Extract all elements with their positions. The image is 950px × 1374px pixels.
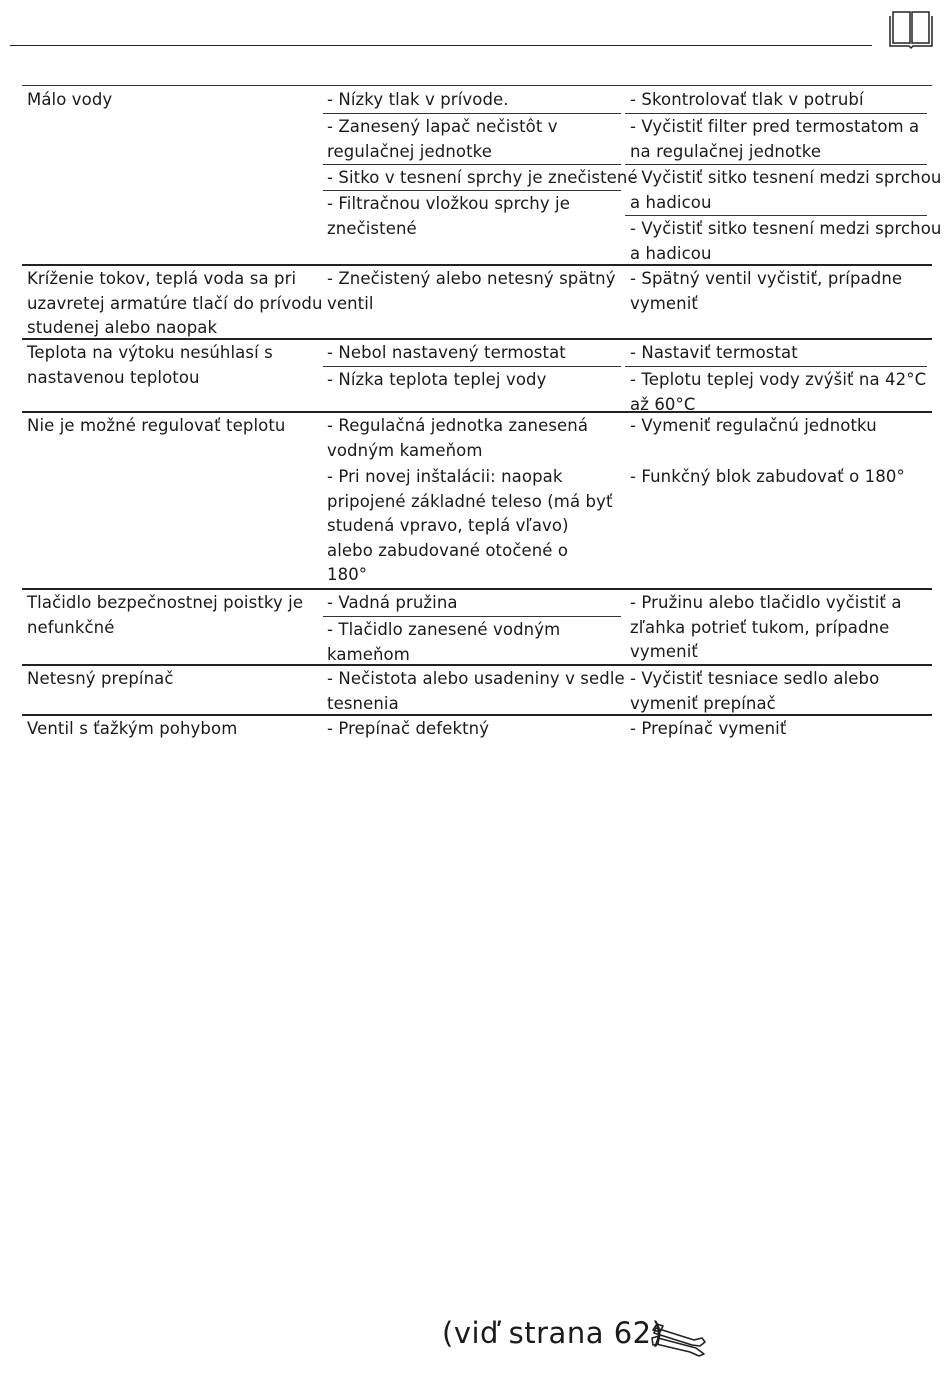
cause-item-line: - Nízky tlak v prívode. [327,90,509,109]
problem-cell-line: Teplota na výtoku nesúhlasí s [27,343,273,362]
row-divider [22,411,932,413]
remedy-item-line: vymeniť [630,293,698,313]
cause-item-line: regulačnej jednotke [327,141,492,161]
cause-item-line: - Regulačná jednotka zanesená [327,416,589,435]
cause-item [327,368,546,393]
problem-cell-line: Málo vody [27,90,113,109]
remedy-item [630,465,905,490]
cause-item [327,115,558,164]
row-divider [22,714,932,716]
problem-cell [27,341,273,390]
remedy-item-line: - Vyčistiť tesniace sedlo alebo [630,669,880,688]
cause-item [327,717,489,742]
cause-item-line: - Tlačidlo zanesené vodným [327,620,561,639]
cause-item-line: 180° [327,565,368,584]
cause-item-line: tesnenia [327,693,399,713]
row-divider [22,588,932,590]
cause-item [327,88,509,113]
problem-cell [27,88,112,113]
remedy-item [630,591,902,665]
cause-item [327,414,588,463]
remedy-divider [625,215,927,216]
cause-item [327,667,625,716]
remedy-item [630,267,902,316]
wrench-screwdriver-icon [650,1318,708,1358]
table-row [22,589,932,665]
remedy-item-line: - Pružinu alebo tlačidlo vyčistiť a [630,593,902,612]
table-row [22,412,932,589]
cause-item [327,465,613,588]
problem-cell-line: Tlačidlo bezpečnostnej poistky je [27,593,304,612]
problem-cell-line: Nie je možné regulovať teplotu [27,416,286,435]
cause-item-line: kameňom [327,644,410,664]
cause-item-line: alebo zabudované otočené o [327,540,569,560]
row-divider [22,338,932,340]
cause-item-line: - Nečistota alebo usadeniny v sedle [327,669,625,688]
cause-item-line: - Filtračnou vložkou sprchy je [327,194,570,213]
page-reference: (viď strana 62) [442,1316,664,1350]
table-row [22,715,932,745]
cause-item [327,591,458,616]
problem-cell-line: nefunkčné [27,617,115,637]
remedy-item-line: - Vyčistiť sitko tesnení medzi sprchou [630,219,942,238]
header-rule [10,45,872,46]
remedy-item-line: až 60°C [630,394,696,414]
remedy-item-line: - Vymeniť regulačnú jednotku [630,416,877,435]
cause-item [327,618,560,667]
problem-cell-line: Kríženie tokov, teplá voda sa pri [27,269,297,288]
remedy-item-line: vymeniť [630,642,698,661]
cause-item-line: ventil [327,293,374,313]
cause-item-line: - Pri novej inštalácii: naopak [327,467,563,486]
remedy-item-line: zľahka potrieť tukom, prípadne [630,617,890,637]
table-row [22,665,932,715]
problem-cell [27,717,237,742]
problem-cell [27,414,285,439]
remedy-item [630,368,926,417]
table-row [22,339,932,412]
cause-divider [323,190,621,191]
problem-cell-line: nastavenou teplotou [27,367,200,387]
problem-cell [27,667,174,692]
cause-item-line: - Nebol nastavený termostat [327,343,566,362]
remedy-item [630,414,877,439]
remedy-item-line: a hadicou [630,243,712,263]
cause-item [327,166,638,191]
cause-item-line: - Prepínač defektný [327,719,490,738]
cause-item-line: - Nízka teplota teplej vody [327,370,547,389]
cause-item [327,192,570,241]
remedy-item [630,166,941,215]
cause-divider [323,616,621,617]
row-divider [22,264,932,266]
remedy-divider [625,164,927,165]
problem-cell-line: uzavretej armatúre tlačí do prívodu [27,293,323,313]
problem-cell-line: studenej alebo naopak [27,318,218,337]
remedy-divider [625,366,927,367]
table-row [22,86,942,265]
cause-item-line: - Zanesený lapač nečistôt v [327,117,558,136]
problem-cell [27,267,323,341]
cause-divider [323,164,621,165]
cause-item [327,267,616,316]
remedy-item-line: - Prepínač vymeniť [630,719,787,738]
remedy-item [630,88,864,113]
cause-item-line: - Znečistený alebo netesný spätný [327,269,616,288]
remedy-item-line: - Teplotu teplej vody zvýšiť na 42°C [630,370,927,389]
cause-item-line: znečistené [327,218,417,238]
table-top-rule [22,85,932,86]
remedy-item-line: - Funkčný blok zabudovať o 180° [630,467,905,486]
remedy-item-line: na regulačnej jednotke [630,141,822,161]
remedy-item [630,341,798,366]
remedy-item [630,667,879,716]
remedy-item [630,217,941,266]
remedy-item-line: - Spätný ventil vyčistiť, prípadne [630,269,903,288]
remedy-item [630,717,786,742]
remedy-item-line: - Nastaviť termostat [630,343,798,362]
remedy-item-line: - Vyčistiť filter pred termostatom a [630,117,920,136]
problem-cell [27,591,303,640]
remedy-item-line: - Skontrolovať tlak v potrubí [630,90,864,109]
remedy-item [630,115,919,164]
remedy-item-line: - Vyčistiť sitko tesnení medzi sprchou [630,168,942,187]
row-divider [22,664,932,666]
remedy-divider [625,113,927,114]
problem-cell-line: Netesný prepínač [27,669,174,688]
table-row [22,265,932,339]
problem-cell-line: Ventil s ťažkým pohybom [27,719,238,738]
remedy-item-line: vymeniť prepínač [630,693,776,713]
cause-divider [323,113,621,114]
cause-item-line: studená vpravo, teplá vľavo) [327,516,569,535]
book-icon [887,10,935,50]
remedy-item-line: a hadicou [630,192,712,212]
cause-item-line: - Sitko v tesnení sprchy je znečistené [327,168,638,187]
cause-item-line: vodným kameňom [327,440,483,460]
cause-divider [323,366,621,367]
cause-item [327,341,566,366]
cause-item-line: pripojené základné teleso (má byť [327,491,613,511]
cause-item-line: - Vadná pružina [327,593,458,612]
